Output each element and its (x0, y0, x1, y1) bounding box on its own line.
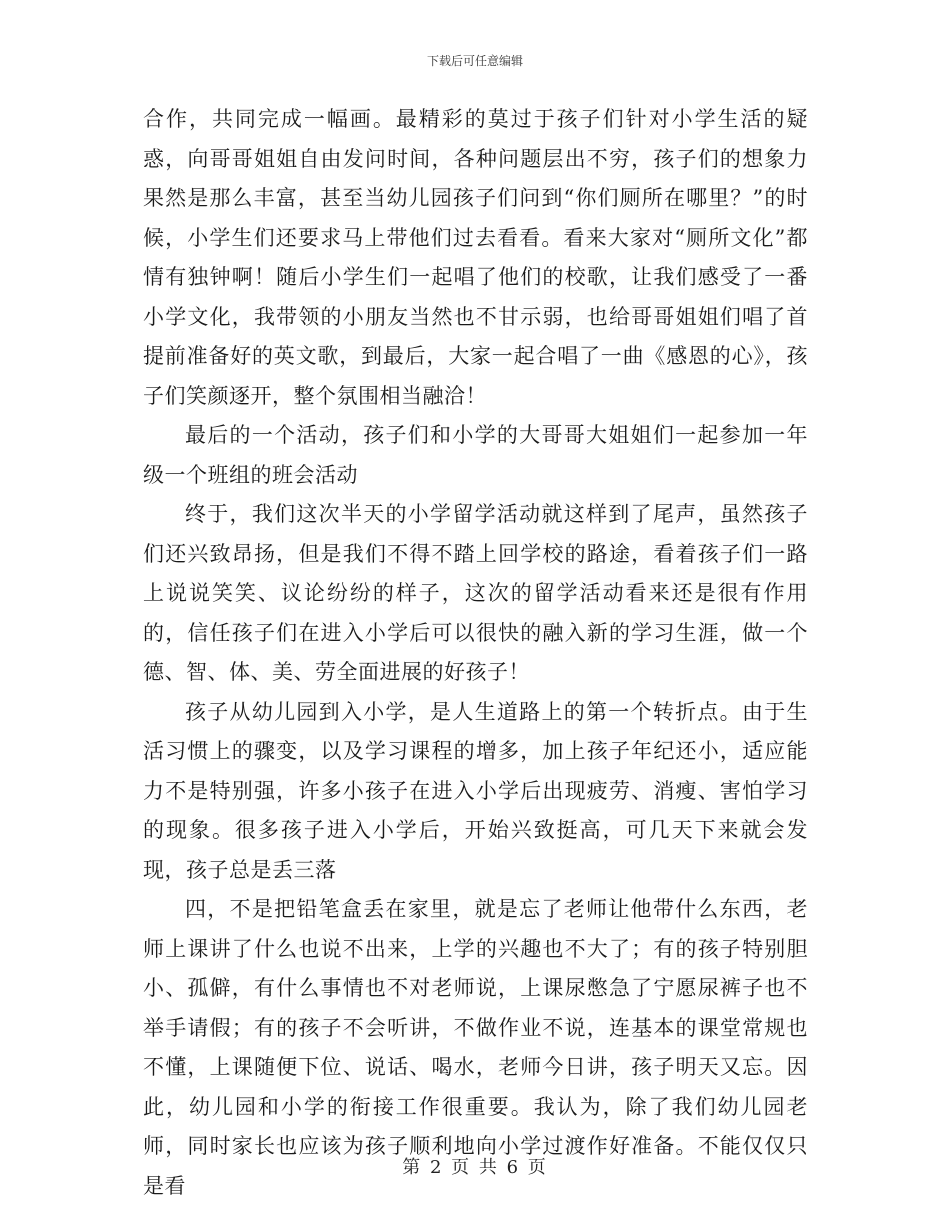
paragraph-5: 四，不是把铅笔盒丢在家里，就是忘了老师让他带什么东西，老师上课讲了什么也说不出来，上学的兴趣也不大了；有的孩子特别胆小、孤僻，有什么事情也不对老师说，上课尿憋急了宁愿尿裤子也不举手请假；有的孩子不会听讲，不做作业不说，连基本的课堂常规也不懂，上课随便下位、说话、喝水，老师今日讲，孩子明天又忘。因此，幼儿园和小学的衔接工作很重要。我认为，除了我们幼儿园老师，同时家长也应该为孩子顺利地向小学过渡作好准备。不能仅仅只是看 (143, 897, 808, 1198)
page-number-footer: 第 2 页 共 6 页 (402, 1157, 548, 1178)
paragraph-3: 终于，我们这次半天的小学留学活动就这样到了尾声，虽然孩子们还兴致昂扬，但是我们不得不踏上回学校的路途，看着孩子们一路上说说笑笑、议论纷纷的样子，这次的留学活动看来还是很有作用的，信任孩子们在进入小学后可以很快的融入新的学习生涯，做一个德、智、体、美、劳全面进展的好孩子！ (143, 502, 808, 684)
paragraph-4: 孩子从幼儿园到入小学，是人生道路上的第一个转折点。由于生活习惯上的骤变，以及学习课程的增多，加上孩子年纪还小，适应能力不是特别强，许多小孩子在进入小学后出现疲劳、消瘦、害怕学习的现象。很多孩子进入小学后，开始兴致挺高，可几天下来就会发现，孩子总是丢三落 (143, 699, 808, 882)
paragraph-1: 合作，共同完成一幅画。最精彩的莫过于孩子们针对小学生活的疑惑，向哥哥姐姐自由发问时间，各种问题层出不穷，孩子们的想象力果然是那么丰富，甚至当幼儿园孩子们问到“你们厕所在哪里？”的时候，小学生们还要求马上带他们过去看看。看来大家对“厕所文化”都情有独钟啊！随后小学生们一起唱了他们的校歌，让我们感受了一番小学文化，我带领的小朋友当然也不甘示弱，也给哥哥姐姐们唱了首提前准备好的英文歌，到最后，大家一起合唱了一曲《感恩的心》，孩子们笑颜逐开，整个氛围相当融洽！ (143, 107, 808, 408)
document-body (143, 100, 808, 1206)
paragraph-2: 最后的一个活动，孩子们和小学的大哥哥大姐姐们一起参加一年级一个班组的班会活动 (143, 423, 808, 487)
page-header: 下载后可任意编辑 (426, 54, 523, 68)
